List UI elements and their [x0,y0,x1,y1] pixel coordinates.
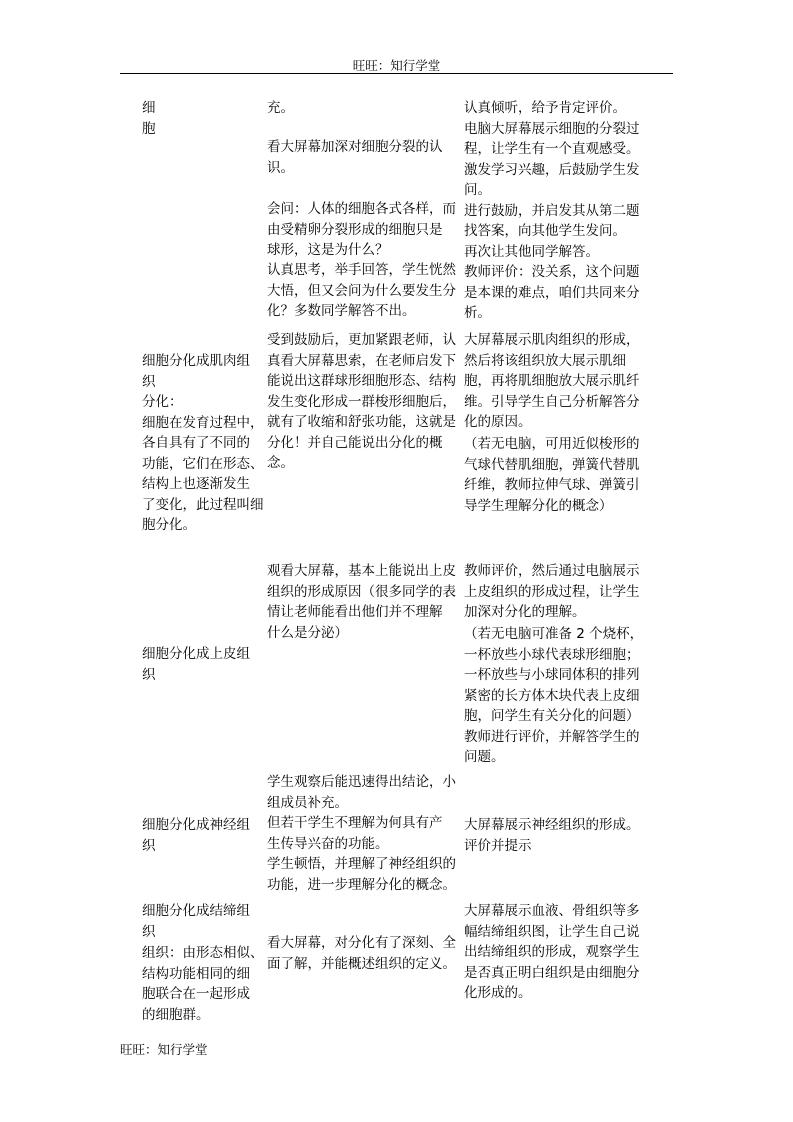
row-3-teacher-activity: 大屏幕展示神经组织的形成。 评价并提示 [464,817,640,854]
row-0-student-activity-1: 看大屏幕加深对细胞分裂的认 识。 [267,139,443,176]
row-0-teacher-activity: 认真倾听，给予肯定评价。 电脑大屏幕展示细胞的分裂过 程，让学生有一个直观感受。 激发学习兴趣，后鼓励学生发 问。 进行鼓励，并启发其从第二题 找答案，向其他学生发问。 再次让其他同学解答。 教师评价：没关系，这个问题 是本课的难点，咱们共同来分 析。 [464,100,640,321]
row-0-student-activity-2: 会问：人体的细胞各式各样，而 由受精卵分裂形成的细胞只是 球形，这是为什么？ [267,201,456,258]
row-2-student-activity: 观看大屏幕，基本上能说出上皮 组织的形成原因（很多同学的表 情让老师能看出他们并不理解 什么是分泌） [267,563,456,641]
row-0-student-activity-3: 认真思考，举手回答，学生恍然 大悟，但又会问为什么要发生分 化？多数同学解答不出。 [267,262,456,319]
row-0-student-activity-0: 充。 [267,100,294,116]
header-rule [120,73,673,74]
row-1-topic: 细胞分化成肌肉组 织 分化： 细胞在发育过程中， 各自具有了不同的 功能，它们在形态、 结构上也逐渐发生 了变化，此过程叫细 胞分化。 [142,353,264,533]
row-0-topic: 细 胞 [142,100,156,137]
row-3-topic: 细胞分化成神经组 织 [142,817,250,854]
row-2-topic: 细胞分化成上皮组 织 [142,646,250,683]
page-header: 旺旺：知行学堂 [352,58,441,73]
row-4-teacher-activity: 大屏幕展示血液、骨组织等多 幅结缔组织图，让学生自己说 出结缔组织的形成，观察学生 是否真正明白组织是由细胞分 化形成的。 [464,903,640,1001]
row-1-teacher-activity-0: 大屏幕展示肌肉组织的形成， 然后将该组织放大展示肌细 胞，再将肌细胞放大展示肌纤 维。引导学生自己分析解答分 化的原因。 [464,332,640,430]
row-4-student-activity: 看大屏幕，对分化有了深刻、全 面了解，并能概述组织的定义。 [267,935,456,972]
row-1-teacher-activity-1: （若无电脑，可用近似梭形的 气球代替肌细胞，弹簧代替肌 纤维，教师拉伸气球、弹簧引 导学生理解分化的概念） [464,436,640,514]
page-footer: 旺旺：知行学堂 [120,1042,208,1057]
row-4-topic: 细胞分化成结缔组 织 [142,903,250,940]
row-2-teacher-activity-1: （若无电脑可准备 2 个烧杯， 一杯放些小球代表球形细胞； 一杯放些与小球同体积的排列 紧密的长方体木块代表上皮细 胞，问学生有关分化的问题） 教师进行评价，并解答学生的 问题。 [464,626,644,765]
row-2-teacher-activity-0: 教师评价，然后通过电脑展示 上皮组织的形成过程，让学生 加深对分化的理解。 [464,563,640,620]
row-1-student-activity: 受到鼓励后，更加紧跟老师，认 真看大屏幕思索，在老师启发下 能说出这群球形细胞形态、结构 发生变化形成一群梭形细胞后， 就有了收缩和舒张功能，这就是 分化！并自己能说出分化的概 念。 [267,332,456,471]
row-4-definition: 组织：由形态相似、 结构功能相同的细 胞联合在一起形成 的细胞群。 [142,945,264,1023]
row-3-student-activity: 学生观察后能迅速得出结论，小 组成员补充。 但若干学生不理解为何具有产 生传导兴奋的功能。 学生顿悟，并理解了神经组织的 功能，进一步理解分化的概念。 [267,774,456,893]
